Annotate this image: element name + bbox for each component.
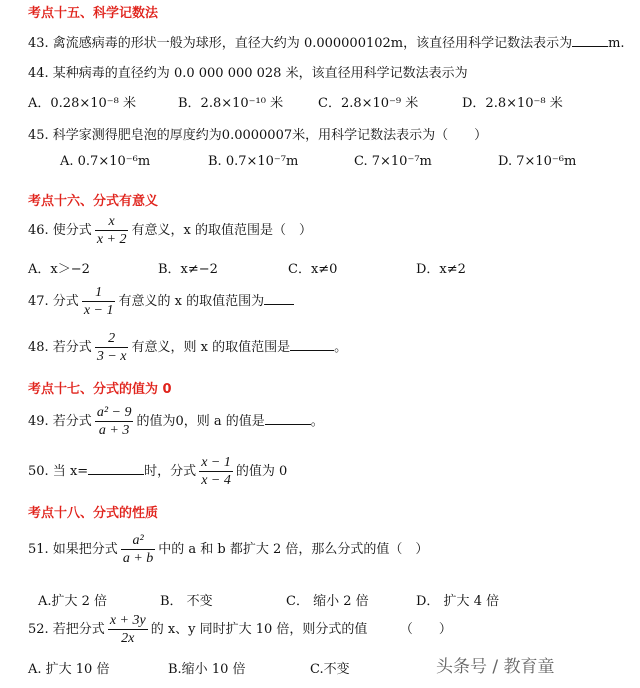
section-heading-17: 考点十七、分式的值为 0: [28, 382, 172, 397]
question-49-tail: 。: [310, 414, 324, 429]
question-43-tail: m.: [608, 36, 625, 51]
question-51: [28, 532, 428, 567]
question-50-pre: 50. 当 x=: [28, 464, 89, 479]
question-47-pre: 47. 分式: [28, 294, 79, 309]
section-heading-18: 考点十八、分式的性质: [28, 506, 159, 521]
question-46-post: 有意义，x 的取值范围是（ ）: [131, 223, 312, 238]
option-a: A.扩大 2 倍: [38, 594, 108, 609]
fraction: [95, 330, 129, 365]
question-43: [28, 32, 625, 51]
option-b: B.缩小 10 倍: [168, 662, 246, 677]
option-a: A. 0.7×10⁻⁶m: [60, 154, 151, 169]
answer-blank: [88, 462, 144, 475]
denominator: x − 1: [83, 303, 114, 318]
question-48-post: 有意义，则 x 的取值范围是: [131, 340, 291, 355]
question-49: [28, 404, 324, 439]
option-b: B．x≠−2: [158, 262, 218, 277]
section-heading-16: 考点十六、分式有意义: [28, 194, 159, 209]
option-d: D．2.8×10⁻⁸ 米: [462, 96, 563, 111]
answer-blank: [265, 412, 311, 425]
option-b: B. 0.7×10⁻⁷m: [208, 154, 299, 169]
question-47-post: 有意义的 x 的取值范围为: [118, 294, 265, 309]
denominator: a + 3: [98, 423, 130, 438]
denominator: x + 2: [96, 232, 127, 247]
question-52-pre: 52. 若把分式: [28, 622, 105, 637]
fraction: [82, 284, 116, 319]
question-48-tail: 。: [334, 340, 348, 355]
option-a: A．x＞−2: [28, 262, 90, 277]
question-45-text: 45. 科学家测得肥皂泡的厚度约为0.0000007米，用科学记数法表示为（ ）: [28, 128, 488, 143]
numerator: 2: [95, 330, 129, 348]
numerator: a²: [121, 532, 155, 550]
option-a: A. 扩大 10 倍: [28, 662, 110, 677]
denominator: x − 4: [201, 473, 231, 488]
section-heading-15: 考点十五、科学记数法: [28, 6, 159, 21]
denominator: a + b: [122, 551, 154, 566]
answer-blank: [572, 34, 608, 47]
answer-blank: [290, 338, 334, 351]
question-50: [28, 454, 287, 489]
option-b: B．2.8×10⁻¹⁰ 米: [178, 96, 284, 111]
fraction: [199, 454, 233, 489]
denominator: 3 − x: [96, 349, 127, 364]
question-52-post: 的 x、y 同时扩大 10 倍，则分式的值 （ ）: [150, 622, 452, 637]
question-47: [28, 284, 294, 319]
option-b: B． 不变: [160, 594, 213, 609]
option-a: A．0.28×10⁻⁸ 米: [28, 96, 136, 111]
question-43-text: 43. 禽流感病毒的形状一般为球形，直径大约为 0.000000102m，该直径用科学记数法表示为: [28, 36, 573, 51]
answer-blank: [264, 292, 294, 305]
fraction: [121, 532, 155, 567]
fraction: [95, 404, 134, 439]
numerator: 1: [82, 284, 116, 302]
denominator: 2x: [121, 631, 135, 646]
question-49-post: 的值为0，则 a 的值是: [136, 414, 265, 429]
question-46: [28, 213, 312, 248]
option-c: C.不变: [310, 662, 350, 677]
option-c: C. 7×10⁻⁷m: [354, 154, 432, 169]
question-48: [28, 330, 347, 365]
watermark-text: 头条号 / 教育童: [436, 657, 555, 677]
question-44-text: 44. 某种病毒的直径约为 0.0 000 000 028 米，该直径用科学记数法表示为: [28, 66, 468, 81]
numerator: x − 1: [201, 455, 231, 470]
numerator: x + 3y: [109, 613, 146, 628]
option-c: C． 缩小 2 倍: [286, 594, 369, 609]
fraction: [108, 612, 148, 647]
question-46-pre: 46. 使分式: [28, 223, 92, 238]
numerator: a² − 9: [96, 405, 132, 420]
numerator: x: [95, 213, 129, 231]
option-d: D．x≠2: [416, 262, 466, 277]
fraction: [95, 213, 129, 248]
question-50-post: 的值为 0: [235, 464, 288, 479]
question-51-post: 中的 a 和 b 都扩大 2 倍，那么分式的值（ ）: [158, 542, 429, 557]
option-d: D． 扩大 4 倍: [416, 594, 500, 609]
option-d: D. 7×10⁻⁶m: [498, 154, 577, 169]
option-c: C．2.8×10⁻⁹ 米: [318, 96, 419, 111]
question-52: [28, 612, 452, 647]
question-48-pre: 48. 若分式: [28, 340, 92, 355]
question-51-pre: 51. 如果把分式: [28, 542, 118, 557]
option-c: C．x≠0: [288, 262, 338, 277]
question-49-pre: 49. 若分式: [28, 414, 92, 429]
question-50-mid: 时，分式: [144, 464, 197, 479]
